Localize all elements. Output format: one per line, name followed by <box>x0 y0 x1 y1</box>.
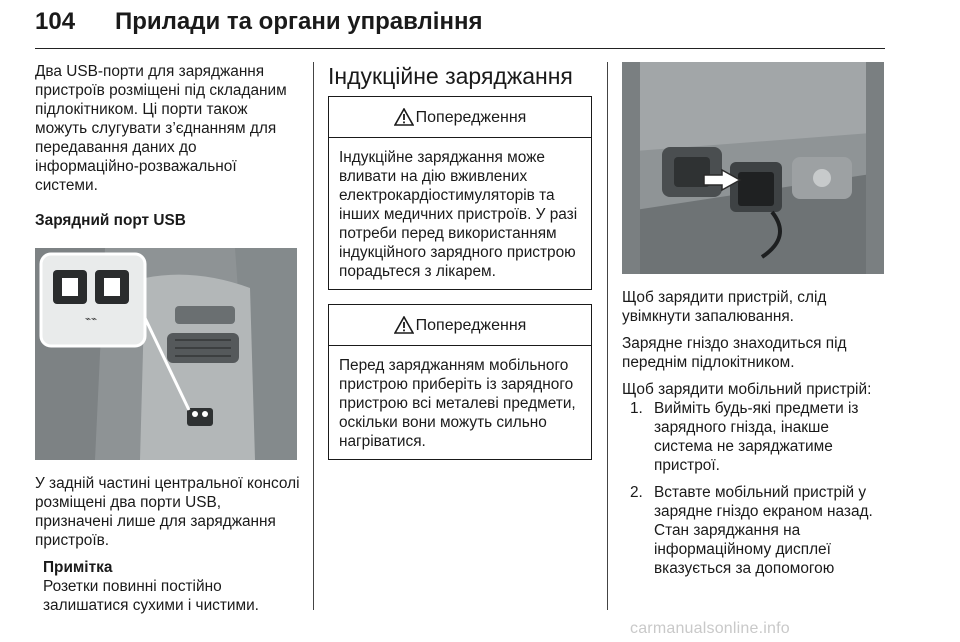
ignition-paragraph: Щоб зарядити пристрій, слід увімкнути запалювання. <box>622 289 827 325</box>
page-number: 104 <box>35 8 76 35</box>
step-text: Вставте мобільний пристрій у зарядне гніздо екраном назад. Стан заряджання на інформаційному дисплеї вказується за допомогою <box>654 484 873 577</box>
note-title: Примітка <box>43 559 113 576</box>
slot-location-paragraph: Зарядне гніздо знаходиться під переднім підлокітником. <box>622 335 847 371</box>
instructions-lead: Щоб зарядити мобільний пристрій: <box>622 381 872 398</box>
step-text: Вийміть будь-які предмети із зарядного гнізда, інакше система не заряджатиме пристрої. <box>654 400 859 474</box>
watermark: carmanualsonline.info <box>630 620 790 637</box>
intro-paragraph: Два USB-порти для заряджання пристроїв розміщені під складаним підлокітником. Ці порти також можуть слугувати з’єднанням для передавання даних до інформаційно-розважальної системи. <box>35 63 287 194</box>
charging-slot-photo <box>622 62 884 274</box>
header-rule <box>35 48 885 49</box>
warning-title: Попередження <box>415 316 527 334</box>
page-header <box>35 8 885 48</box>
step-number: 2. <box>630 484 643 501</box>
warning-icon <box>394 108 414 126</box>
steps-list <box>622 399 890 578</box>
warning-text: Індукційне заряджання може вливати на дію вживлених електрокардіостимуляторів та інших медичних пристроїв. У разі потреби перед використанням індукційного зарядного пристрою порадьтеся з лікарем. <box>339 149 578 280</box>
right-column <box>622 62 890 586</box>
warning-header <box>329 305 591 346</box>
column-divider-1 <box>313 62 314 610</box>
note-block <box>35 558 303 615</box>
warning-title: Попередження <box>415 108 527 126</box>
usb-heading: Зарядний порт USB <box>35 212 186 229</box>
usb-ports-photo <box>35 248 297 460</box>
warning-text: Перед заряджанням мобільного пристрою приберіть із зарядного пристрою всі металеві предмети, оскільки вони можуть сильно нагріватися. <box>339 357 576 450</box>
warning-box-1 <box>328 96 592 290</box>
middle-column <box>328 62 592 474</box>
charging-slot-illustration <box>622 62 884 274</box>
usb-ports-illustration <box>35 248 297 460</box>
warning-header <box>329 97 591 138</box>
column-divider-2 <box>607 62 608 610</box>
photo-caption: У задній частині центральної консолі розміщені два порти USB, призначені лише для заряджання пристроїв. <box>35 475 300 549</box>
list-item <box>622 399 890 475</box>
step-number: 1. <box>630 400 643 417</box>
list-item <box>622 483 890 578</box>
svg-text:⌁⌁: ⌁⌁ <box>84 314 98 325</box>
section-title: Індукційне заряджання <box>328 63 573 89</box>
note-text: Розетки повинні постійно залишатися сухими і чистими. <box>43 578 259 614</box>
left-column <box>35 62 303 615</box>
warning-box-2 <box>328 304 592 460</box>
warning-icon <box>394 316 414 334</box>
page-title: Прилади та органи управління <box>115 8 483 35</box>
